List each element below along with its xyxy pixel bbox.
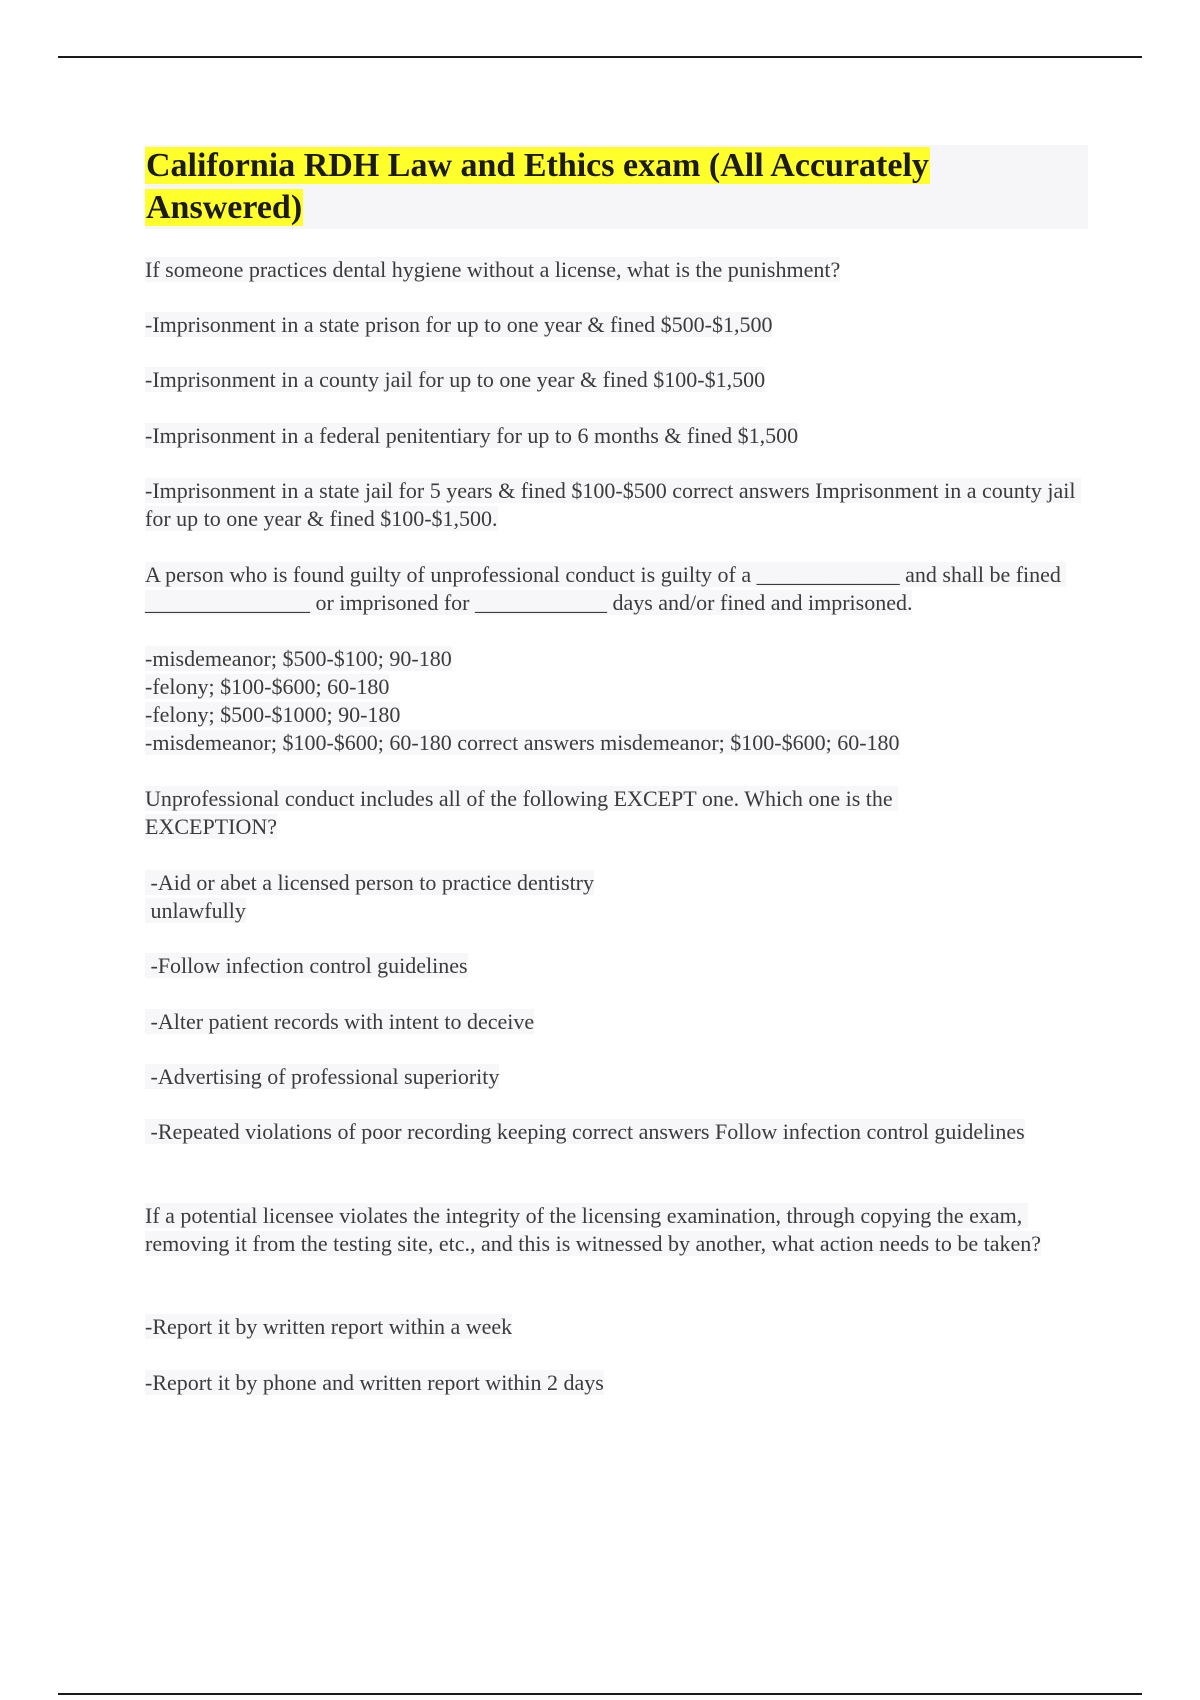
answer-option: [145, 1063, 1085, 1091]
question-2: [145, 561, 1085, 617]
answer-options-block: [145, 645, 1085, 757]
question-2-text: A person who is found guilty of unprofessional conduct is guilty of a _____________ and shall be fined _______________ or imprisoned for ____________ days and/or fined and imprisoned.: [145, 562, 1067, 615]
answer-option-text: -Alter patient records with intent to deceive: [145, 1009, 535, 1034]
answer-option-text: -Aid or abet a licensed person to practice dentistry unlawfully: [145, 870, 594, 923]
bottom-rule: [58, 1693, 1142, 1695]
answer-option-text: -Imprisonment in a federal penitentiary for up to 6 months & fined $1,500: [145, 423, 799, 448]
answer-option-text: -Report it by phone and written report within 2 days: [145, 1370, 604, 1395]
document-title: [145, 145, 1045, 229]
answer-option: [145, 869, 1085, 925]
answer-option-with-correct: [145, 1118, 1085, 1146]
answer-option-text: -Advertising of professional superiority: [145, 1064, 500, 1089]
answer-option: [145, 952, 1085, 980]
answer-option-text: -Imprisonment in a state prison for up to one year & fined $500-$1,500: [145, 312, 773, 337]
question-1: [145, 256, 1085, 284]
answer-option: [145, 422, 1085, 450]
answer-option: [145, 1008, 1085, 1036]
question-3: [145, 785, 975, 841]
answer-option: [145, 1369, 1085, 1397]
answer-option: [145, 311, 1085, 339]
title-highlight: California RDH Law and Ethics exam (All Accurately Answered): [146, 147, 929, 226]
question-4: [145, 1202, 1085, 1258]
top-rule: [58, 56, 1142, 58]
answer-option-text: -Report it by written report within a week: [145, 1314, 513, 1339]
answer-option-text: -Follow infection control guidelines: [145, 953, 468, 978]
answer-option-text: -Imprisonment in a state jail for 5 years & fined $100-$500 correct answers Imprisonment in a county jail for up to one year & fined $100-$1,500.: [145, 478, 1081, 531]
answer-option: [145, 1313, 1085, 1341]
answer-option: [145, 366, 1085, 394]
answer-options-text: -misdemeanor; $500-$100; 90-180 -felony; $100-$600; 60-180 -felony; $500-$1000; 90-180 -misdemeanor; $100-$600; 60-180 correct answers misdemeanor; $100-$600; 60-180: [145, 646, 900, 755]
question-1-text: If someone practices dental hygiene without a license, what is the punishment?: [145, 257, 841, 282]
question-3-text: Unprofessional conduct includes all of the following EXCEPT one. Which one is the EXCEPTION?: [145, 786, 899, 839]
question-4-text: If a potential licensee violates the integrity of the licensing examination, through copying the exam, removing it from the testing site, etc., and this is witnessed by another, what action needs to be taken?: [145, 1203, 1042, 1256]
answer-option-text: -Repeated violations of poor recording keeping correct answers Follow infection control guidelines: [145, 1119, 1025, 1144]
answer-option-with-correct: [145, 477, 1085, 533]
answer-option-text: -Imprisonment in a county jail for up to one year & fined $100-$1,500: [145, 367, 766, 392]
